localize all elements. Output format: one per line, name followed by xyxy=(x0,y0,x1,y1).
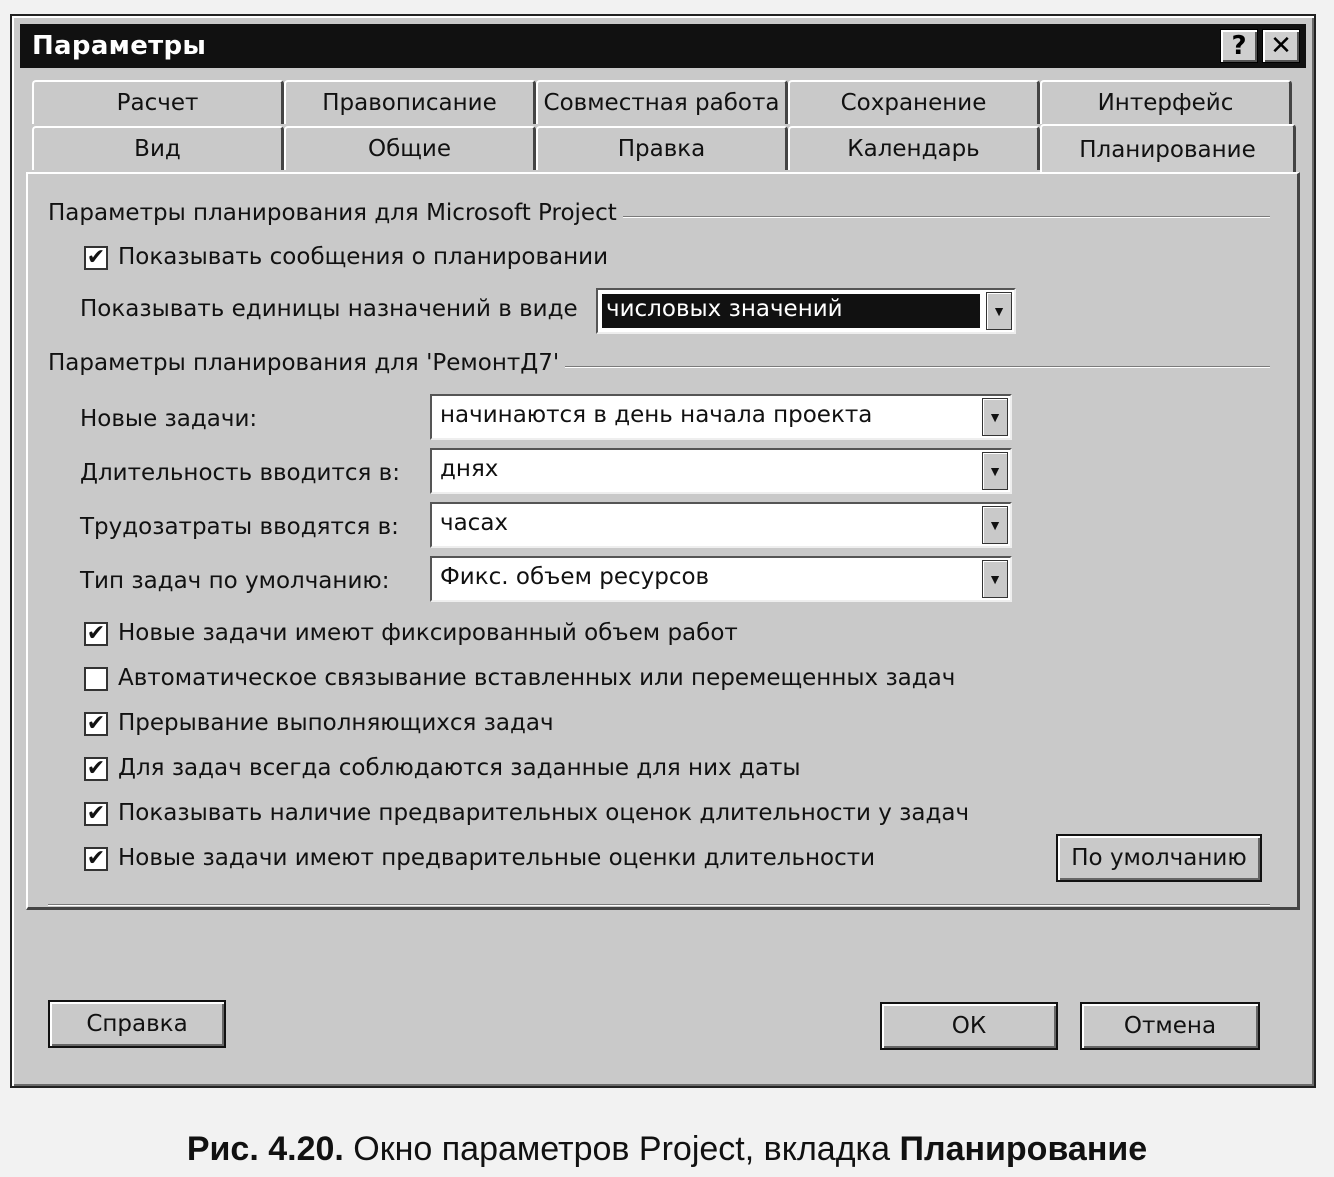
tab-calendar[interactable]: Календарь xyxy=(788,126,1040,170)
show-estimated-checkbox[interactable] xyxy=(84,802,108,826)
work-label: Трудозатраты вводятся в: xyxy=(80,514,399,540)
tab-interface[interactable]: Интерфейс xyxy=(1040,80,1292,124)
show-messages-label[interactable]: Показывать сообщения о планировании xyxy=(118,244,609,270)
tab-save[interactable]: Сохранение xyxy=(788,80,1040,124)
cancel-button[interactable]: Отмена xyxy=(1080,1002,1260,1050)
group2-label: Параметры планирования для 'РемонтД7' xyxy=(48,350,565,376)
checkmark-icon: ✔ xyxy=(86,711,106,736)
ok-button[interactable]: ОК xyxy=(880,1002,1058,1050)
caption-bold: Планирование xyxy=(899,1130,1148,1168)
bottom-divider xyxy=(48,904,1270,906)
caption-number: Рис. 4.20. xyxy=(186,1130,344,1168)
close-button[interactable]: ✕ xyxy=(1262,29,1300,63)
autolink-checkbox[interactable] xyxy=(84,667,108,691)
help-button[interactable]: Справка xyxy=(48,1000,226,1048)
chevron-down-icon[interactable]: ▼ xyxy=(986,292,1012,330)
tab-collaborate[interactable]: Совместная работа xyxy=(536,80,788,124)
honor-dates-checkbox[interactable] xyxy=(84,757,108,781)
checkmark-icon: ✔ xyxy=(86,756,106,781)
new-estimated-checkbox[interactable] xyxy=(84,847,108,871)
show-messages-checkbox[interactable] xyxy=(84,246,108,270)
chevron-down-icon[interactable]: ▼ xyxy=(982,560,1008,598)
duration-select[interactable] xyxy=(430,448,1012,494)
units-label: Показывать единицы назначений в виде xyxy=(80,296,578,322)
checkmark-icon: ✔ xyxy=(86,846,106,871)
checkmark-icon: ✔ xyxy=(86,621,106,646)
units-select[interactable] xyxy=(596,288,1016,334)
tab-schedule[interactable]: Планирование xyxy=(1040,124,1296,174)
split-tasks-checkbox[interactable] xyxy=(84,712,108,736)
caption-text: Окно параметров Project, вкладка xyxy=(343,1130,900,1168)
tab-general[interactable]: Общие xyxy=(284,126,536,170)
checkmark-icon: ✔ xyxy=(86,801,106,826)
set-as-default-button[interactable]: По умолчанию xyxy=(1056,834,1262,882)
tab-edit[interactable]: Правка xyxy=(536,126,788,170)
units-value: числовых значений xyxy=(606,296,843,322)
task-type-value: Фикс. объем ресурсов xyxy=(440,564,710,590)
chevron-down-icon[interactable]: ▼ xyxy=(982,398,1008,436)
split-tasks-label[interactable]: Прерывание выполняющихся задач xyxy=(118,710,554,736)
group1-label: Параметры планирования для Microsoft Project xyxy=(48,200,623,226)
chevron-down-icon[interactable]: ▼ xyxy=(982,452,1008,490)
new-tasks-label: Новые задачи: xyxy=(80,406,258,432)
tab-spelling[interactable]: Правописание xyxy=(284,80,536,124)
window-title: Параметры xyxy=(32,31,207,61)
task-type-label: Тип задач по умолчанию: xyxy=(80,568,390,594)
honor-dates-label[interactable]: Для задач всегда соблюдаются заданные для них даты xyxy=(118,755,801,781)
autolink-label[interactable]: Автоматическое связывание вставленных или перемещенных задач xyxy=(118,665,956,691)
options-dialog xyxy=(10,14,1316,1088)
show-estimated-label[interactable]: Показывать наличие предварительных оценок длительности у задач xyxy=(118,800,970,826)
work-value: часах xyxy=(440,510,509,536)
help-title-button[interactable]: ? xyxy=(1220,29,1258,63)
new-tasks-value: начинаются в день начала проекта xyxy=(440,402,873,428)
fixed-work-label[interactable]: Новые задачи имеют фиксированный объем работ xyxy=(118,620,738,646)
fixed-work-checkbox[interactable] xyxy=(84,622,108,646)
chevron-down-icon[interactable]: ▼ xyxy=(982,506,1008,544)
task-type-select[interactable] xyxy=(430,556,1012,602)
work-select[interactable] xyxy=(430,502,1012,548)
title-bar[interactable] xyxy=(20,24,1306,68)
new-tasks-select[interactable] xyxy=(430,394,1012,440)
duration-label: Длительность вводится в: xyxy=(80,460,400,486)
figure-caption xyxy=(0,1130,1334,1169)
tab-raschet[interactable]: Расчет xyxy=(32,80,284,124)
tab-view[interactable]: Вид xyxy=(32,126,284,170)
duration-value: днях xyxy=(440,456,499,482)
checkmark-icon: ✔ xyxy=(86,245,106,270)
new-estimated-label[interactable]: Новые задачи имеют предварительные оценки длительности xyxy=(118,845,876,871)
